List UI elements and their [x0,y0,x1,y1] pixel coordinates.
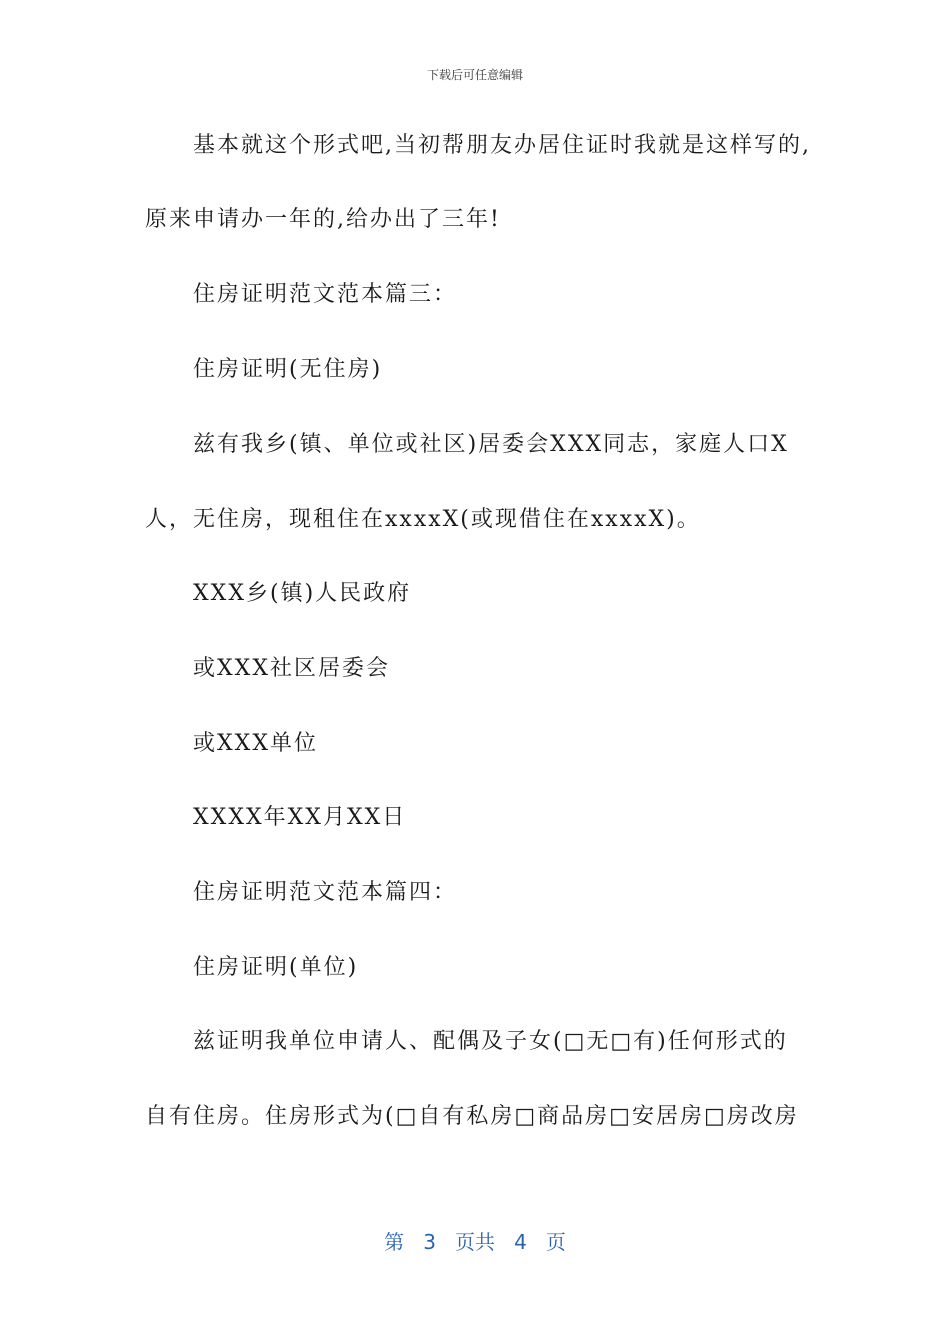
page-header: 下载后可任意编辑 [426,68,523,82]
paragraph-line: 基本就这个形式吧,当初帮朋友办居住证时我就是这样写的, [193,133,811,158]
certificate-title: 住房证明(单位) [193,955,359,980]
signature-line: 或XXX社区居委会 [193,656,390,681]
signature-line: 或XXX单位 [193,731,318,756]
paragraph-line: 兹证明我单位申请人、配偶及子女(□无□有)任何形式的 [193,1029,788,1054]
footer-total-pages: 4 [514,1230,527,1254]
paragraph-line: 自有住房。住房形式为(□自有私房□商品房□安居房□房改房 [145,1104,799,1129]
footer-prefix: 第 [384,1230,405,1254]
certificate-title: 住房证明(无住房) [193,357,383,382]
paragraph-line: 原来申请办一年的,给办出了三年! [145,207,501,232]
footer-middle: 页共 [455,1230,495,1254]
paragraph-line: 人，无住房，现租住在xxxxX(或现借住在xxxxX)。 [145,507,701,532]
signature-line: XXX乡(镇)人民政府 [193,581,412,606]
date-line: XXXX年XX月XX日 [193,805,407,830]
section-heading: 住房证明范文范本篇四： [193,880,458,905]
footer-current-page: 3 [423,1230,436,1254]
page-footer [0,1226,950,1255]
paragraph-line: 兹有我乡(镇、单位或社区)居委会XXX同志，家庭人口X [193,432,789,457]
section-heading: 住房证明范文范本篇三： [193,282,458,307]
footer-suffix: 页 [545,1230,566,1254]
